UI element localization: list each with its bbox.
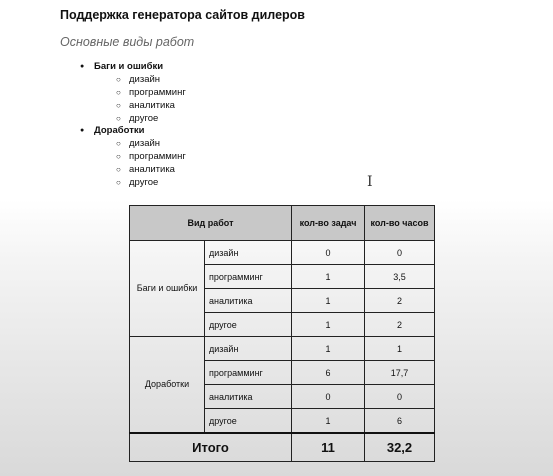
hours-cell: 0 bbox=[365, 241, 435, 265]
list-item: ○ другое bbox=[116, 112, 186, 125]
table-row bbox=[130, 337, 435, 361]
header-hours: кол-во часов bbox=[365, 206, 435, 241]
list-item: ○ аналитика bbox=[116, 163, 186, 176]
count-cell: 0 bbox=[292, 385, 365, 409]
bullet-heading: ● Доработки bbox=[80, 125, 186, 137]
total-count: 11 bbox=[292, 433, 365, 462]
hours-cell: 6 bbox=[365, 409, 435, 434]
task-cell: дизайн bbox=[205, 337, 292, 361]
work-summary-table bbox=[129, 205, 435, 462]
section-subtitle: Основные виды работ bbox=[60, 35, 195, 49]
table-row bbox=[130, 241, 435, 265]
sub-list bbox=[80, 137, 186, 189]
bullet-section-bugs bbox=[80, 61, 186, 125]
task-cell: программинг bbox=[205, 265, 292, 289]
hours-cell: 1 bbox=[365, 337, 435, 361]
list-item: ○ аналитика bbox=[116, 99, 186, 112]
task-cell: аналитика bbox=[205, 289, 292, 313]
hours-cell: 0 bbox=[365, 385, 435, 409]
header-work-type: Вид работ bbox=[130, 206, 292, 241]
list-item: ○ дизайн bbox=[116, 137, 186, 150]
text-cursor-icon: I bbox=[367, 174, 373, 190]
hours-cell: 3,5 bbox=[365, 265, 435, 289]
total-row bbox=[130, 433, 435, 462]
group-cell-improvements: Доработки bbox=[130, 337, 205, 434]
list-item: ○ программинг bbox=[116, 86, 186, 99]
task-cell: программинг bbox=[205, 361, 292, 385]
hours-cell: 17,7 bbox=[365, 361, 435, 385]
task-cell: другое bbox=[205, 409, 292, 434]
count-cell: 1 bbox=[292, 337, 365, 361]
hours-cell: 2 bbox=[365, 289, 435, 313]
count-cell: 1 bbox=[292, 409, 365, 434]
bullet-section-improvements bbox=[80, 125, 186, 189]
list-item: ○ дизайн bbox=[116, 73, 186, 86]
total-hours: 32,2 bbox=[365, 433, 435, 462]
task-cell: дизайн bbox=[205, 241, 292, 265]
count-cell: 1 bbox=[292, 265, 365, 289]
header-task-count: кол-во задач bbox=[292, 206, 365, 241]
count-cell: 1 bbox=[292, 289, 365, 313]
group-cell-bugs: Баги и ошибки bbox=[130, 241, 205, 337]
document-title: Поддержка генератора сайтов дилеров bbox=[60, 8, 305, 22]
table-header-row bbox=[130, 206, 435, 241]
hours-cell: 2 bbox=[365, 313, 435, 337]
list-item: ○ другое bbox=[116, 176, 186, 189]
count-cell: 0 bbox=[292, 241, 365, 265]
total-label: Итого bbox=[130, 433, 292, 462]
count-cell: 1 bbox=[292, 313, 365, 337]
bullet-heading: ● Баги и ошибки bbox=[80, 61, 186, 73]
sub-list bbox=[80, 73, 186, 125]
task-cell: другое bbox=[205, 313, 292, 337]
count-cell: 6 bbox=[292, 361, 365, 385]
list-item: ○ программинг bbox=[116, 150, 186, 163]
task-cell: аналитика bbox=[205, 385, 292, 409]
